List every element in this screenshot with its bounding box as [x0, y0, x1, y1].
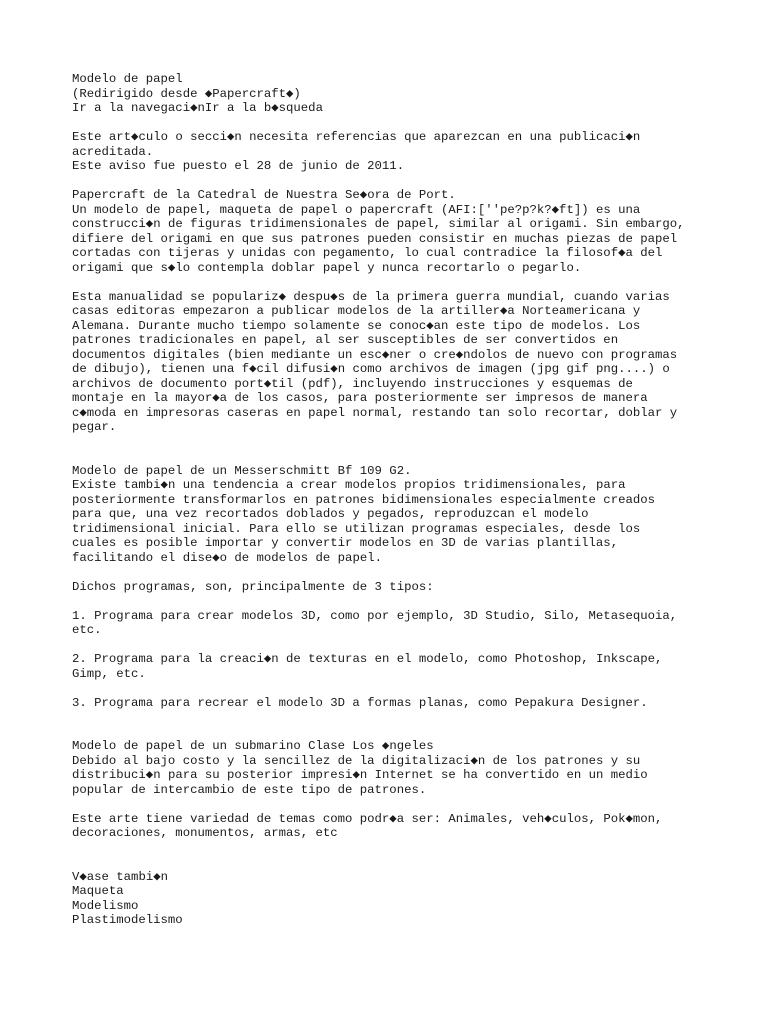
see-also-section: [72, 870, 712, 928]
image-caption: Papercraft de la Catedral de Nuestra Se◆ora de Port.: [72, 188, 456, 202]
text-line: Un modelo de papel, maqueta de papel o papercraft (AFI:[''pe?p?k?◆ft]) es una: [72, 202, 641, 217]
text-line: pegar.: [72, 420, 117, 434]
text-line: 2. Programa para la creaci◆n de texturas en el modelo, como Photoshop, Inkscape,: [72, 652, 663, 666]
program-item-2: [72, 652, 712, 681]
text-line: popular de intercambio de este tipo de patrones.: [72, 782, 427, 797]
redirect-note: (Redirigido desde ◆Papercraft◆): [72, 86, 301, 101]
program-item-3: 3. Programa para recrear el modelo 3D a formas planas, como Pepakura Designer.: [72, 695, 648, 710]
text-line: Esta manualidad se populariz◆ despu◆s de la primera guerra mundial, cuando varias: [72, 289, 670, 304]
text-line: posteriormente transformarlos en patrones bidimensionales especialmente creados: [72, 492, 655, 507]
text-line: Alemana. Durante mucho tiempo solamente se conoc◆an este tipo de modelos. Los: [72, 318, 641, 333]
text-line: etc.: [72, 623, 102, 637]
submarine-paragraph: [72, 739, 712, 797]
see-also-item-modelismo: Modelismo: [72, 898, 139, 913]
text-line: distribuci◆n para su posterior impresi◆n Internet se ha convertido en un medio: [72, 768, 648, 782]
text-line: de dibujo), tienen una f◆cil difusi◆n como archivos de imagen (jpg gif png....) o: [72, 362, 670, 376]
program-item-1: [72, 609, 712, 638]
themes-paragraph: [72, 812, 712, 841]
image-caption: Modelo de papel de un submarino Clase Los ◆ngeles: [72, 739, 434, 753]
text-line: origami que s◆lo contempla doblar papel y nunca recortarlo o pegarlo.: [72, 260, 582, 275]
history-paragraph: [72, 290, 712, 435]
text-line: construcci◆n de figuras tridimensionales de papel, similar al origami. Sin embargo,: [72, 217, 685, 231]
text-line: Este art◆culo o secci◆n necesita referencias que aparezcan en una publicaci◆n: [72, 130, 641, 144]
text-line: montaje en la mayor◆a de los casos, para posteriormente ser impresos de manera: [72, 391, 648, 405]
text-line: Debido al bajo costo y la sencillez de la digitalizaci◆n de los patrones y su: [72, 753, 641, 768]
image-caption: Modelo de papel de un Messerschmitt Bf 109 G2.: [72, 463, 412, 478]
text-line: c◆moda en impresoras caseras en papel normal, restando tan solo recortar, doblar y: [72, 405, 678, 420]
text-line: patrones tradicionales en papel, al ser susceptibles de ser convertidos en: [72, 333, 619, 347]
text-line: facilitando el dise◆o de modelos de papel.: [72, 550, 382, 565]
text-line: documentos digitales (bien mediante un esc◆ner o cre◆ndolos de nuevo con programas: [72, 347, 678, 362]
text-line: casas editoras empezaron a publicar modelos de la artiller◆a Norteamericana y: [72, 304, 641, 318]
programs-intro: Dichos programas, son, principalmente de 3 tipos:: [72, 579, 434, 594]
text-line: Este aviso fue puesto el 28 de junio de 2011.: [72, 159, 405, 173]
text-line: cortadas con tijeras y unidas con pegamento, lo cual contradice la filosof◆a del: [72, 246, 663, 260]
text-line: Este arte tiene variedad de temas como podr◆a ser: Animales, veh◆culos, Pok◆mon,: [72, 811, 663, 826]
text-line: difiere del origami en que sus patrones pueden consistir en muchas piezas de papel: [72, 231, 678, 246]
title-block: [72, 72, 712, 116]
see-also-heading: V◆ase tambi◆n: [72, 869, 168, 884]
document-page: [72, 72, 712, 928]
text-line: archivos de documento port◆til (pdf), incluyendo instrucciones y esquemas de: [72, 376, 633, 391]
references-notice: [72, 130, 712, 174]
text-line: tridimensional inicial. Para ello se utilizan programas especiales, desde los: [72, 521, 641, 536]
text-line: Existe tambi◆n una tendencia a crear modelos propios tridimensionales, para: [72, 478, 626, 492]
see-also-item-maqueta: Maqueta: [72, 884, 124, 898]
text-line: cuales es posible importar y convertir modelos en 3D de varias plantillas,: [72, 536, 619, 550]
see-also-item-plastimodelismo: Plastimodelismo: [72, 913, 183, 927]
navigation-links: Ir a la navegaci◆nIr a la b◆squeda: [72, 101, 323, 115]
text-line: acreditada.: [72, 144, 154, 159]
text-line: para que, una vez recortados doblados y pegados, reproduzcan el modelo: [72, 507, 589, 521]
messerschmitt-paragraph: [72, 464, 712, 566]
intro-paragraph: [72, 188, 712, 275]
article-title: Modelo de papel: [72, 72, 183, 86]
text-line: Gimp, etc.: [72, 666, 146, 681]
text-line: decoraciones, monumentos, armas, etc: [72, 826, 338, 840]
text-line: 1. Programa para crear modelos 3D, como por ejemplo, 3D Studio, Silo, Metasequoia,: [72, 608, 678, 623]
